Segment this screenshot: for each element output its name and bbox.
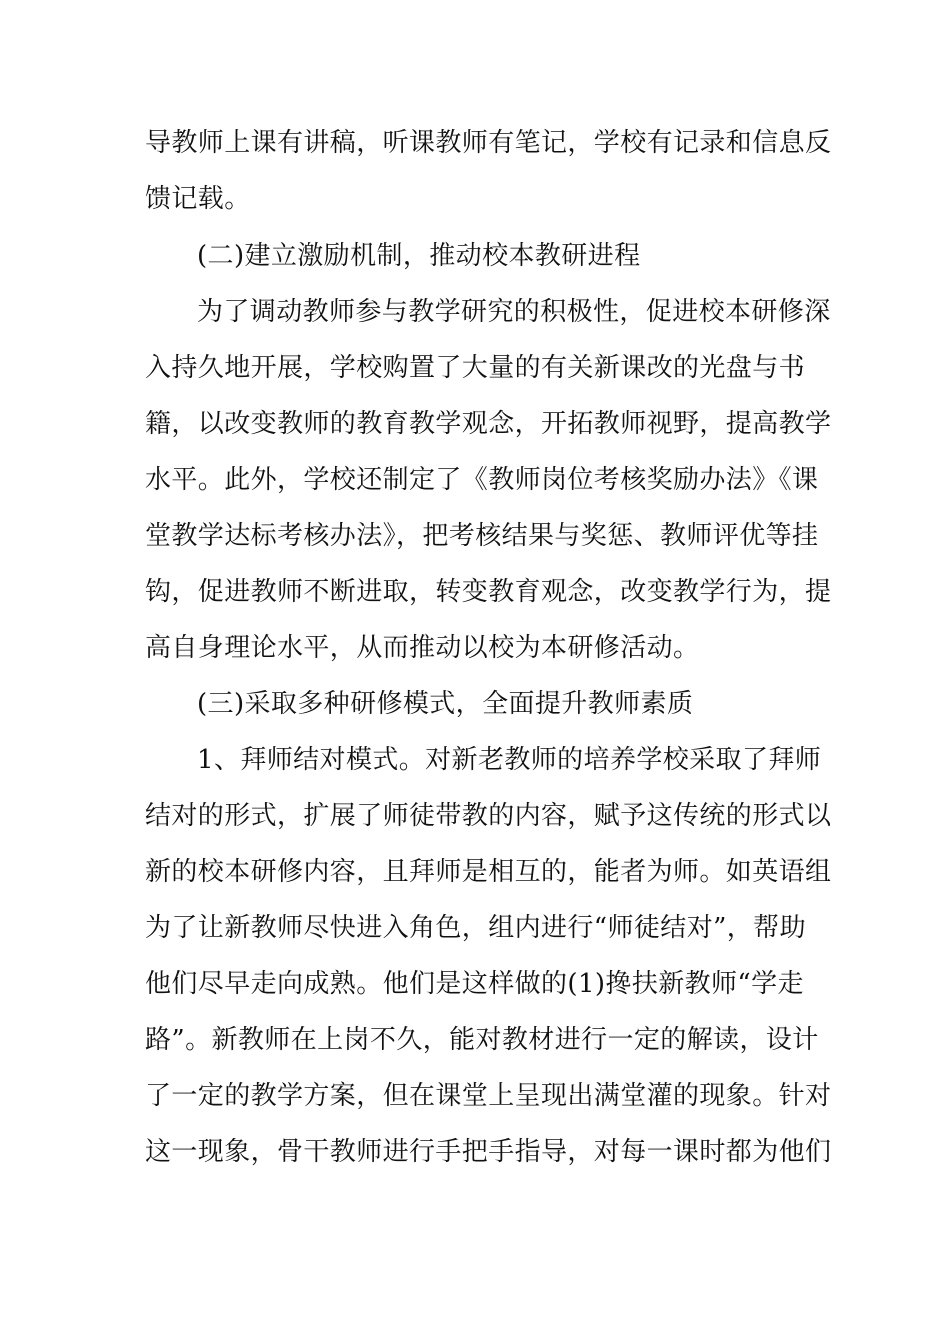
text-line: 他们尽早走向成熟。他们是这样做的(1)搀扶新教师“学走 <box>145 969 804 999</box>
text-line: 入持久地开展，学校购置了大量的有关新课改的光盘与书 <box>145 353 806 383</box>
text-line: 导教师上课有讲稿，听课教师有笔记，学校有记录和信息反 <box>145 128 832 158</box>
text-line: 籍，以改变教师的教育教学观念，开拓教师视野，提高教学 <box>145 409 832 439</box>
text-line: 为了让新教师尽快进入角色，组内进行“师徒结对”，帮助 <box>145 913 806 943</box>
text-line: 水平。此外，学校还制定了《教师岗位考核奖励办法》《课 <box>145 465 819 495</box>
text-line: 了一定的教学方案，但在课堂上呈现出满堂灌的现象。针对 <box>145 1081 832 1111</box>
text-line: 馈记载。 <box>145 184 251 214</box>
text-line: 这一现象，骨干教师进行手把手指导，对每一课时都为他们 <box>145 1137 832 1167</box>
text-line: 高自身理论水平，从而推动以校为本研修活动。 <box>145 633 700 663</box>
text-line: 堂教学达标考核办法》，把考核结果与奖惩、教师评优等挂 <box>145 521 819 551</box>
section-heading: (二)建立激励机制，推动校本教研进程 <box>197 241 641 271</box>
text-line: 结对的形式，扩展了师徒带教的内容，赋予这传统的形式以 <box>145 801 832 831</box>
text-line: 为了调动教师参与教学研究的积极性，促进校本研修深 <box>197 297 831 327</box>
text-line: 钩，促进教师不断进取，转变教育观念，改变教学行为，提 <box>145 577 832 607</box>
section-heading: (三)采取多种研修模式，全面提升教师素质 <box>197 689 694 719</box>
text-line: 新的校本研修内容，且拜师是相互的，能者为师。如英语组 <box>145 857 832 887</box>
text-line: 1、拜师结对模式。对新老教师的培养学校采取了拜师 <box>197 745 822 775</box>
text-line: 路”。新教师在上岗不久，能对教材进行一定的解读，设计 <box>145 1025 819 1055</box>
